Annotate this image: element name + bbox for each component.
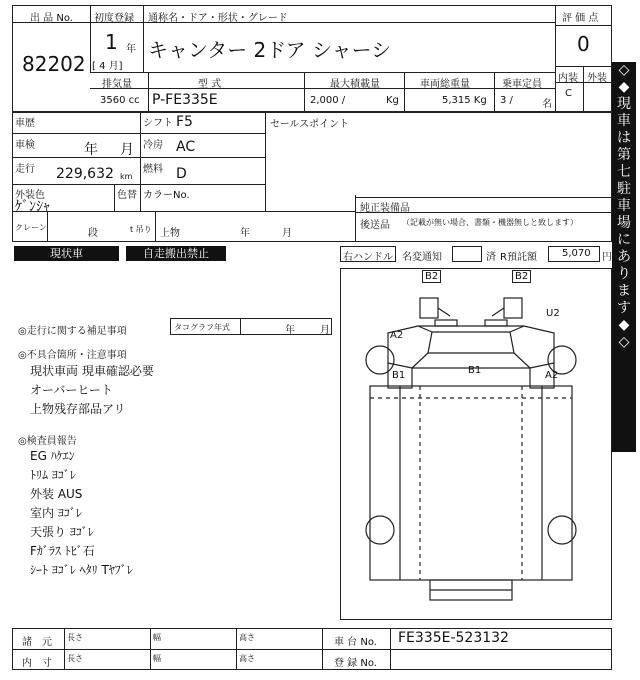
aftermarket-note: （記載が無い場合、書類・機器無しと致します） xyxy=(402,218,578,227)
inspector-line: Fｶﾞﾗｽ ﾄﾋﾞ石 xyxy=(30,544,95,558)
mileage-unit: km xyxy=(120,172,133,181)
sidebar-char: 車 xyxy=(617,113,631,129)
exterior-label: 外装 xyxy=(587,73,607,84)
color-no-label: 色替 xyxy=(117,190,137,201)
width-label: 幅 xyxy=(153,654,161,663)
max-load: 2,000 / xyxy=(310,95,346,106)
inner-label: 内 寸 xyxy=(22,658,52,669)
sidebar-char: す xyxy=(617,300,631,316)
damage-mark: B1 xyxy=(392,370,406,381)
inspector-line: ﾄﾘﾑ ﾖｺﾞﾚ xyxy=(30,468,76,482)
inspector-line: ｼｰﾄ ﾖｺﾞﾚ ﾍﾀﾘ Tﾔﾌﾞﾚ xyxy=(30,563,133,577)
truck-diagram xyxy=(340,268,612,620)
crane-stage-unit: 段 xyxy=(88,228,98,239)
sidebar-char: ◆ xyxy=(618,79,630,95)
tacho-label: タコグラフ年式 xyxy=(174,323,230,332)
chassis-no: FE335E-523132 xyxy=(398,630,509,646)
sidebar-char: 駐 xyxy=(617,181,631,197)
recycle-amount: 5,070 xyxy=(562,248,591,259)
equipment-label: 純正装備品 xyxy=(360,203,410,214)
crane-ton-unit: t 吊り xyxy=(130,225,152,234)
chassis-label: 車 台 No. xyxy=(334,637,377,648)
current-car-tag: 現状車 xyxy=(14,246,119,261)
damage-mark: A2 xyxy=(545,370,559,381)
body-month-unit: 月 xyxy=(282,228,292,239)
location-sidebar xyxy=(612,62,636,452)
sidebar-char: ◇ xyxy=(618,62,630,78)
inspection-label: 車検 xyxy=(15,140,35,151)
recycle-unit: 円 xyxy=(602,252,612,263)
tacho-year-unit: 年 xyxy=(285,325,295,336)
gross-weight-label: 車両総重量 xyxy=(420,79,470,90)
first-reg-label: 初度登録 xyxy=(94,13,134,24)
rhd-label: 右ハンドル xyxy=(343,252,393,263)
inspection-month-unit: 月 xyxy=(120,142,134,158)
capacity-unit: 名 xyxy=(542,99,552,110)
shift-label: シフト xyxy=(143,118,173,129)
fuel-label: 燃料 xyxy=(143,164,163,175)
sidebar-char: 現 xyxy=(617,96,631,112)
sidebar-char: あ xyxy=(617,249,631,265)
sidebar-char: 第 xyxy=(617,147,631,163)
max-load-unit: Kg xyxy=(386,95,399,106)
recycle-status: 済 xyxy=(486,252,496,263)
defect-line: オーバーヒート xyxy=(30,383,113,397)
damage-mark: U2 xyxy=(546,308,560,319)
inspection-year-unit: 年 xyxy=(84,142,98,158)
score: 0 xyxy=(577,32,590,56)
crane-label: クレーン xyxy=(15,223,47,232)
defects-heading: ◎不具合箇所・注意事項 xyxy=(18,350,127,361)
sales-point-label: セールスポイント xyxy=(270,119,350,130)
displacement: 3560 cc xyxy=(100,95,140,106)
type-code: P-FE335E xyxy=(152,92,218,108)
mileage-value: 229,632 xyxy=(56,166,114,182)
tacho-month-unit: 月 xyxy=(320,325,330,336)
recycle-label: R預託額 xyxy=(500,252,537,263)
shift-value: F5 xyxy=(176,114,193,130)
body-label: 上物 xyxy=(160,228,180,239)
length-label: 長さ xyxy=(67,654,83,663)
sidebar-char: ◇ xyxy=(618,334,630,350)
ac-value: AC xyxy=(176,139,196,155)
inspector-line: EG ﾊｹｴﾝ xyxy=(30,449,75,463)
sidebar-char: 七 xyxy=(617,164,631,180)
inspector-heading: ◎検査員報告 xyxy=(18,436,77,447)
ext-color-value: ｹﾞﾝｼｬ xyxy=(15,199,50,215)
reg-label: 登 録 No. xyxy=(334,658,377,669)
height-label: 高さ xyxy=(239,633,255,642)
capacity-label: 乗車定員 xyxy=(502,79,542,90)
lot-no: 82202 xyxy=(22,52,86,76)
first-reg-year-unit: 年 xyxy=(126,44,136,55)
max-load-label: 最大積載量 xyxy=(330,79,380,90)
driving-notes-heading: ◎走行に関する補足事項 xyxy=(18,326,127,337)
height-label: 高さ xyxy=(239,654,255,663)
damage-mark: B1 xyxy=(468,365,482,376)
model-name: キャンター 2ドア シャーシ xyxy=(148,38,392,62)
sidebar-char: に xyxy=(617,232,631,248)
body-year-unit: 年 xyxy=(240,228,250,239)
displacement-label: 排気量 xyxy=(102,79,132,90)
first-reg-month: [ 4 月] xyxy=(92,61,123,72)
sidebar-char: 車 xyxy=(617,198,631,214)
width-label: 幅 xyxy=(153,633,161,642)
lot-no-label: 出 品 No. xyxy=(30,13,73,24)
length-label: 長さ xyxy=(67,633,83,642)
sidebar-char: り xyxy=(617,266,631,282)
history-label: 車歴 xyxy=(15,118,35,129)
damage-mark: A2 xyxy=(390,330,404,341)
mileage-label: 走行 xyxy=(15,164,35,175)
sidebar-char: は xyxy=(617,130,631,146)
sidebar-char: ま xyxy=(617,283,631,299)
ac-label: 冷房 xyxy=(143,140,163,151)
sidebar-char: 場 xyxy=(617,215,631,231)
ext-color-label: 外装色 xyxy=(15,190,45,201)
aftermarket-label: 後送品 xyxy=(360,220,390,231)
defect-line: 現状車両 現車確認必要 xyxy=(30,364,154,378)
damage-mark: B2 xyxy=(422,270,441,283)
defect-line: 上物残存部品アリ xyxy=(30,402,126,416)
self-drive-prohibited-tag: 自走搬出禁止 xyxy=(126,246,226,261)
inspector-line: 天張り ﾖｺﾞﾚ xyxy=(30,525,94,539)
sidebar-char: ◆ xyxy=(618,317,630,333)
model-name-label: 通称名・ドア・形状・グレード xyxy=(148,13,288,24)
fuel-value: D xyxy=(176,166,187,182)
capacity: 3 / xyxy=(500,95,513,106)
name-change-label: 名変通知 xyxy=(402,252,442,263)
interior-grade: C xyxy=(565,88,572,99)
inspector-line: 室内 ﾖｺﾞﾚ xyxy=(30,506,82,520)
inspector-line: 外装 AUS xyxy=(30,487,83,501)
type-label: 型 式 xyxy=(198,79,222,90)
damage-mark: B2 xyxy=(512,270,531,283)
interior-label: 内装 xyxy=(558,73,578,84)
color-code-label: カラーNo. xyxy=(143,190,190,201)
name-change-box xyxy=(452,246,482,262)
gross-weight: 5,315 Kg xyxy=(442,95,487,106)
dims-label: 諸 元 xyxy=(22,637,52,648)
first-reg-year: 1 xyxy=(105,30,118,54)
score-label: 評 価 点 xyxy=(562,13,599,24)
